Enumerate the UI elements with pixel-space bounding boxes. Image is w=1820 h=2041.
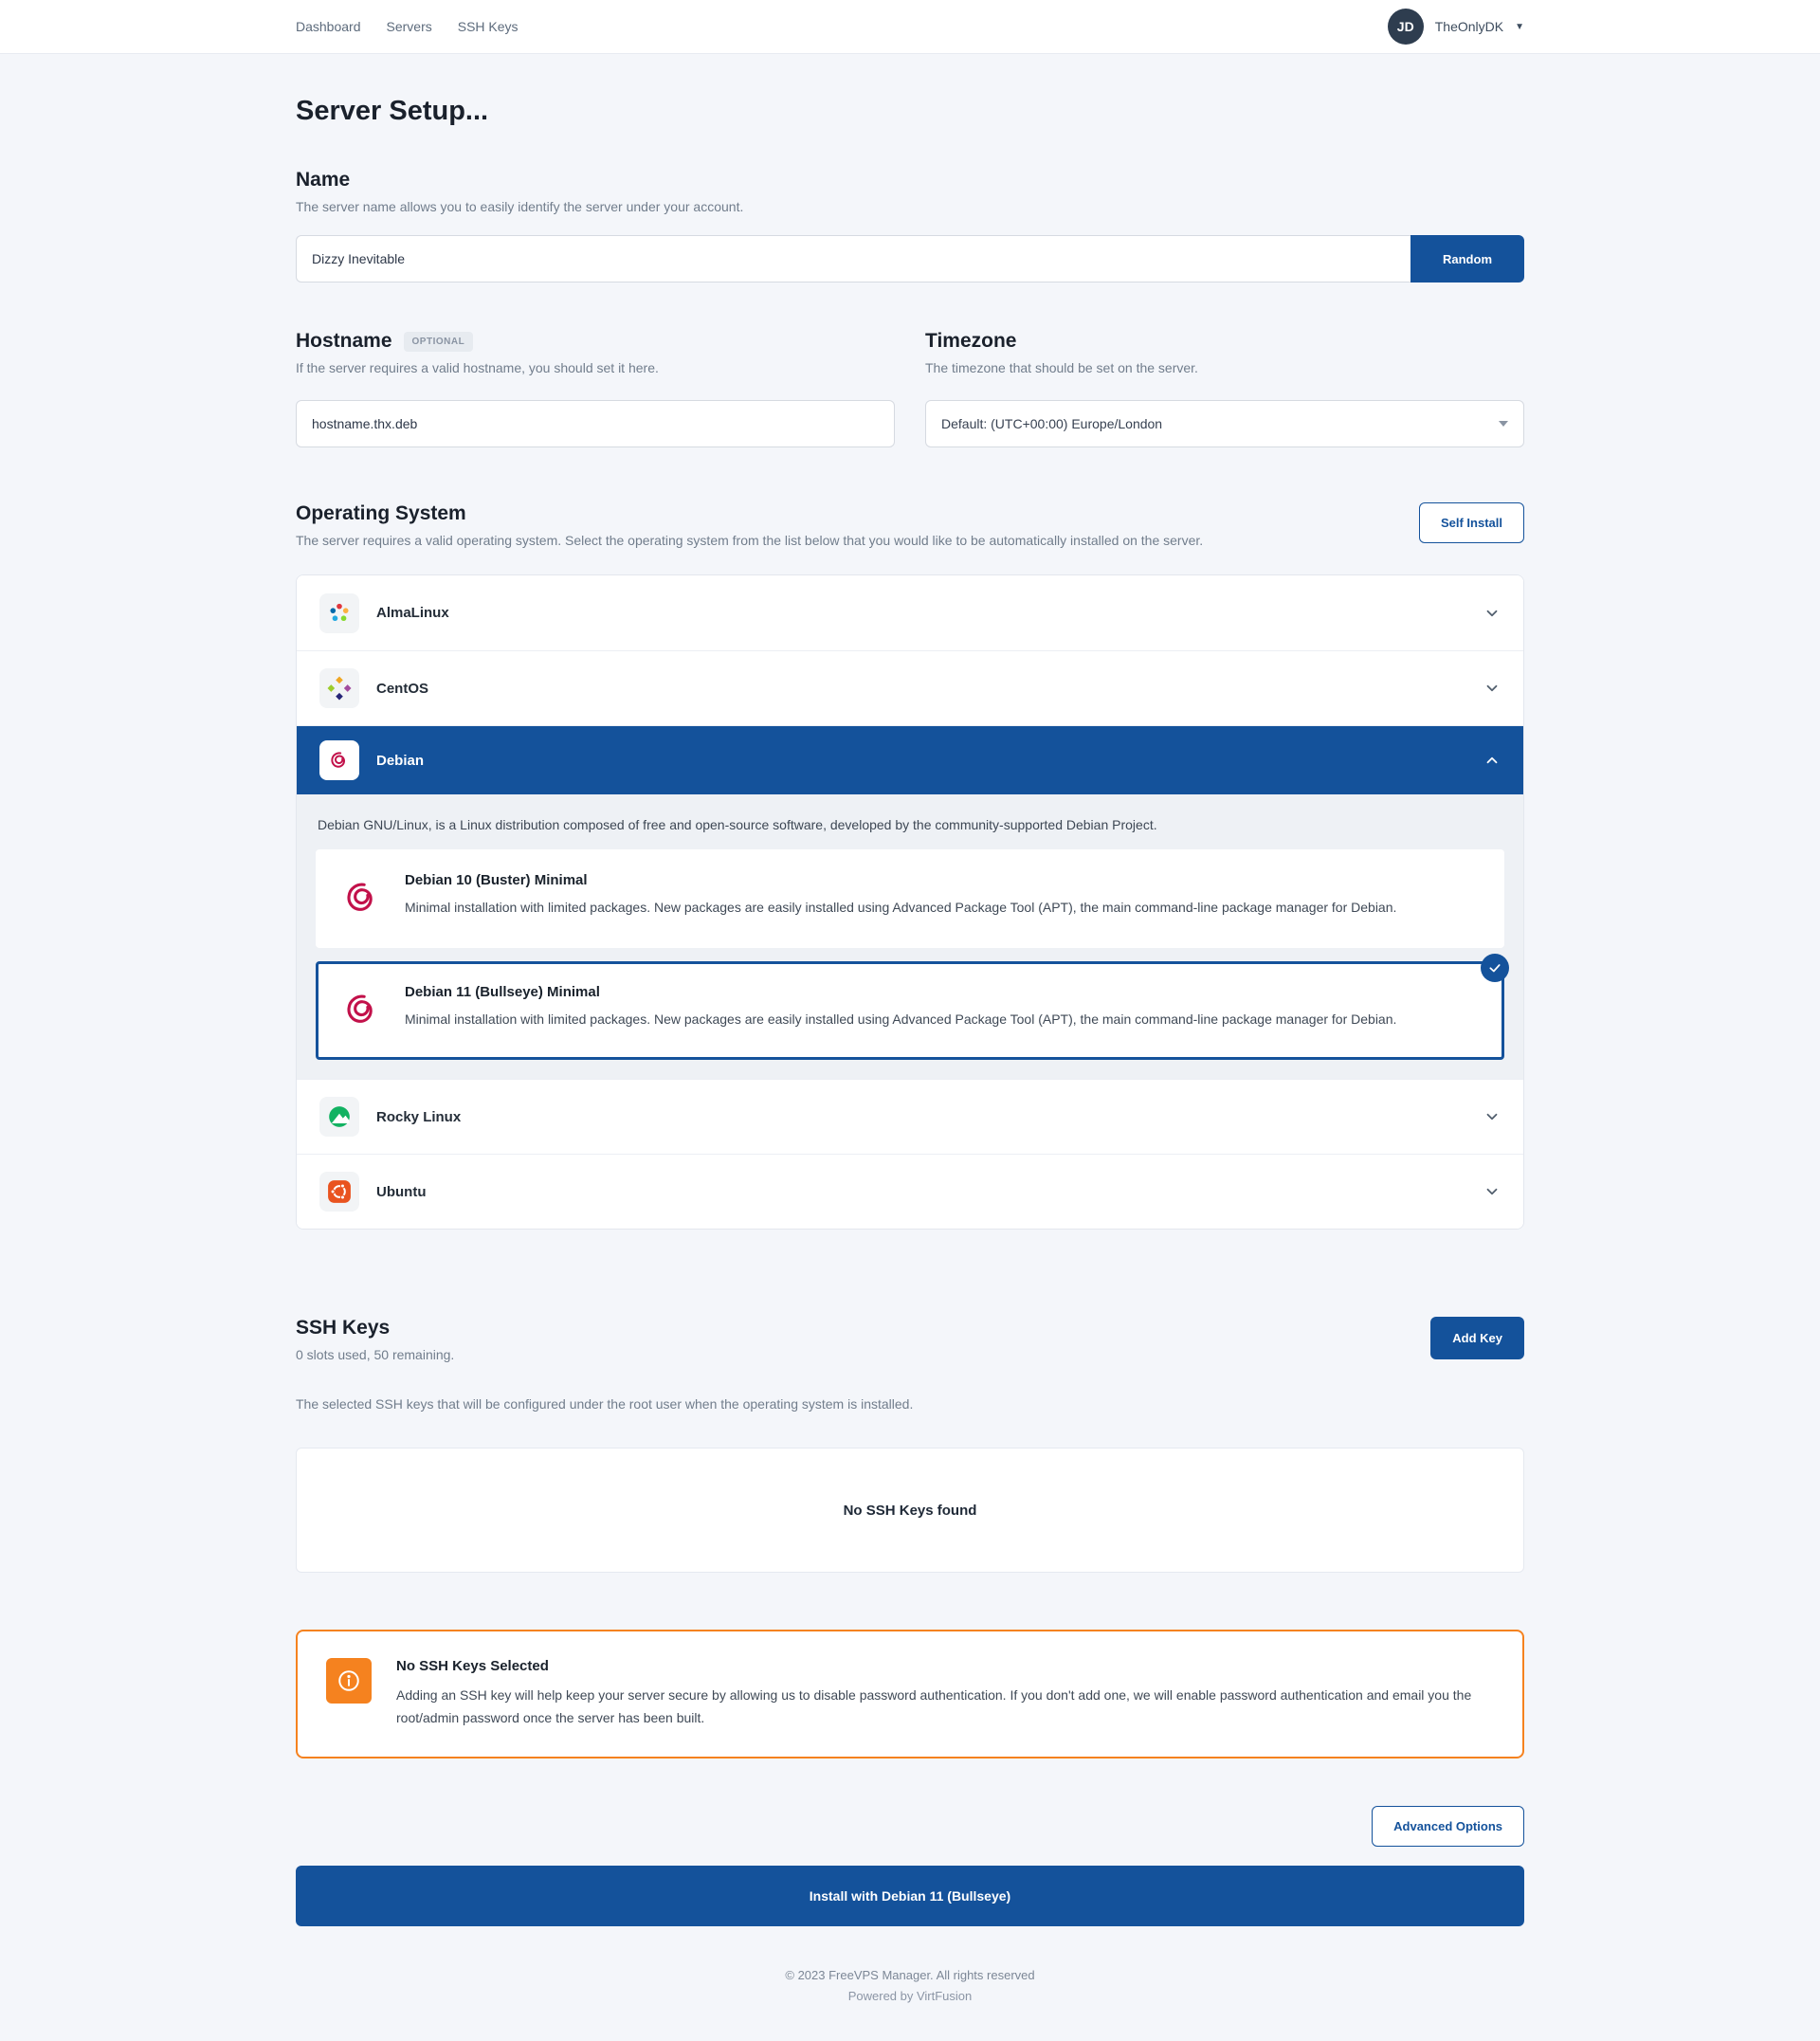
hostname-section [296,330,895,447]
os-accordion [296,574,1524,1230]
hostname-description: If the server requires a valid hostname, you should set it here. [296,360,659,375]
install-button[interactable]: Install with Debian 11 (Bullseye) [296,1866,1524,1926]
avatar: JD [1388,9,1424,45]
timezone-select[interactable] [925,400,1524,447]
warning-text: Adding an SSH key will help keep your server secure by allowing us to disable password authentication. If you don't add one, we will enable password authentication and email you the root/admin password once the server has been built. [396,1687,1472,1725]
warning-title: No SSH Keys Selected [396,1658,549,1674]
os-card-title: Debian 11 (Bullseye) Minimal [405,984,600,1000]
name-heading: Name [296,169,351,191]
optional-badge: OPTIONAL [404,332,474,352]
chevron-up-icon [1483,752,1501,769]
os-label: CentOS [376,680,429,697]
chevron-down-icon [1483,1183,1501,1200]
timezone-section [925,330,1524,447]
rocky-linux-logo-icon [319,1097,359,1137]
os-row-debian[interactable] [297,725,1523,794]
debian-logo-icon [340,872,384,921]
os-description: The server requires a valid operating system. Select the operating system from the list below that you would like to be automatically installed on the server. [296,533,1204,548]
os-card-debian-10[interactable] [316,849,1504,948]
almalinux-logo-icon [319,593,359,633]
powered-by-text: Powered by VirtFusion [847,1988,973,2003]
os-label: Debian [376,752,425,769]
os-card-description: Minimal installation with limited packages. New packages are easily installed using Advanced Package Tool (APT), the main command-line package manager for Debian. [405,900,1397,915]
os-row-almalinux[interactable] [297,575,1523,650]
user-menu[interactable] [1388,9,1524,45]
chevron-down-icon: ▼ [1515,21,1524,32]
timezone-description: The timezone that should be set on the server. [925,360,1198,375]
info-icon [326,1658,372,1704]
nav-link-servers[interactable]: Servers [386,19,432,34]
os-row-centos[interactable] [297,650,1523,725]
check-icon [1481,954,1509,982]
ssh-keys-description: The selected SSH keys that will be configured under the root user when the operating system is installed. [296,1396,914,1412]
os-label: Rocky Linux [376,1108,462,1125]
os-card-description: Minimal installation with limited packages. New packages are easily installed using Advanced Package Tool (APT), the main command-line package manager for Debian. [405,1011,1397,1027]
debian-panel-description: Debian GNU/Linux, is a Linux distribution composed of free and open-source software, developed by the community-supported Debian Project. [318,817,1157,832]
os-label: AlmaLinux [376,605,449,621]
hostname-heading: Hostname [296,330,392,352]
os-card-title: Debian 10 (Buster) Minimal [405,872,588,888]
timezone-heading: Timezone [925,330,1017,352]
server-name-input[interactable] [296,235,1410,282]
name-description: The server name allows you to easily identify the server under your account. [296,199,744,214]
advanced-options-button[interactable]: Advanced Options [1372,1806,1524,1847]
page-title: Server Setup... [296,96,489,126]
name-section [296,169,1524,282]
nav-links [296,19,519,34]
chevron-down-icon [1483,1108,1501,1125]
self-install-button[interactable]: Self Install [1419,502,1524,543]
top-navbar [0,0,1820,54]
nav-link-ssh-keys[interactable]: SSH Keys [457,19,519,34]
footer [296,1968,1524,2003]
no-ssh-keys-warning [296,1630,1524,1759]
ssh-keys-section [296,1317,1524,1759]
ubuntu-logo-icon [319,1172,359,1212]
debian-logo-icon [340,984,384,1033]
timezone-selected-value: Default: (UTC+00:00) Europe/London [941,416,1163,431]
chevron-down-icon [1483,680,1501,697]
no-ssh-keys-card [296,1448,1524,1573]
os-heading: Operating System [296,502,466,524]
add-key-button[interactable]: Add Key [1430,1317,1524,1359]
debian-logo-icon [319,740,359,780]
hostname-input[interactable] [296,400,895,447]
chevron-down-icon [1499,421,1508,427]
nav-link-dashboard[interactable]: Dashboard [296,19,361,34]
centos-logo-icon [319,668,359,708]
copyright-text: © 2023 FreeVPS Manager. All rights reserved [785,1967,1035,1982]
chevron-down-icon [1483,605,1501,622]
os-card-debian-11[interactable] [316,961,1504,1060]
operating-system-section [296,502,1524,1230]
ssh-keys-heading: SSH Keys [296,1317,391,1339]
os-row-ubuntu[interactable] [297,1154,1523,1229]
random-name-button[interactable]: Random [1410,235,1524,282]
no-ssh-keys-label: No SSH Keys found [843,1502,977,1519]
os-row-rocky-linux[interactable] [297,1079,1523,1154]
os-label: Ubuntu [376,1183,427,1200]
ssh-slots-text: 0 slots used, 50 remaining. [296,1347,455,1362]
debian-panel [297,794,1523,1079]
username: TheOnlyDK [1434,19,1504,34]
